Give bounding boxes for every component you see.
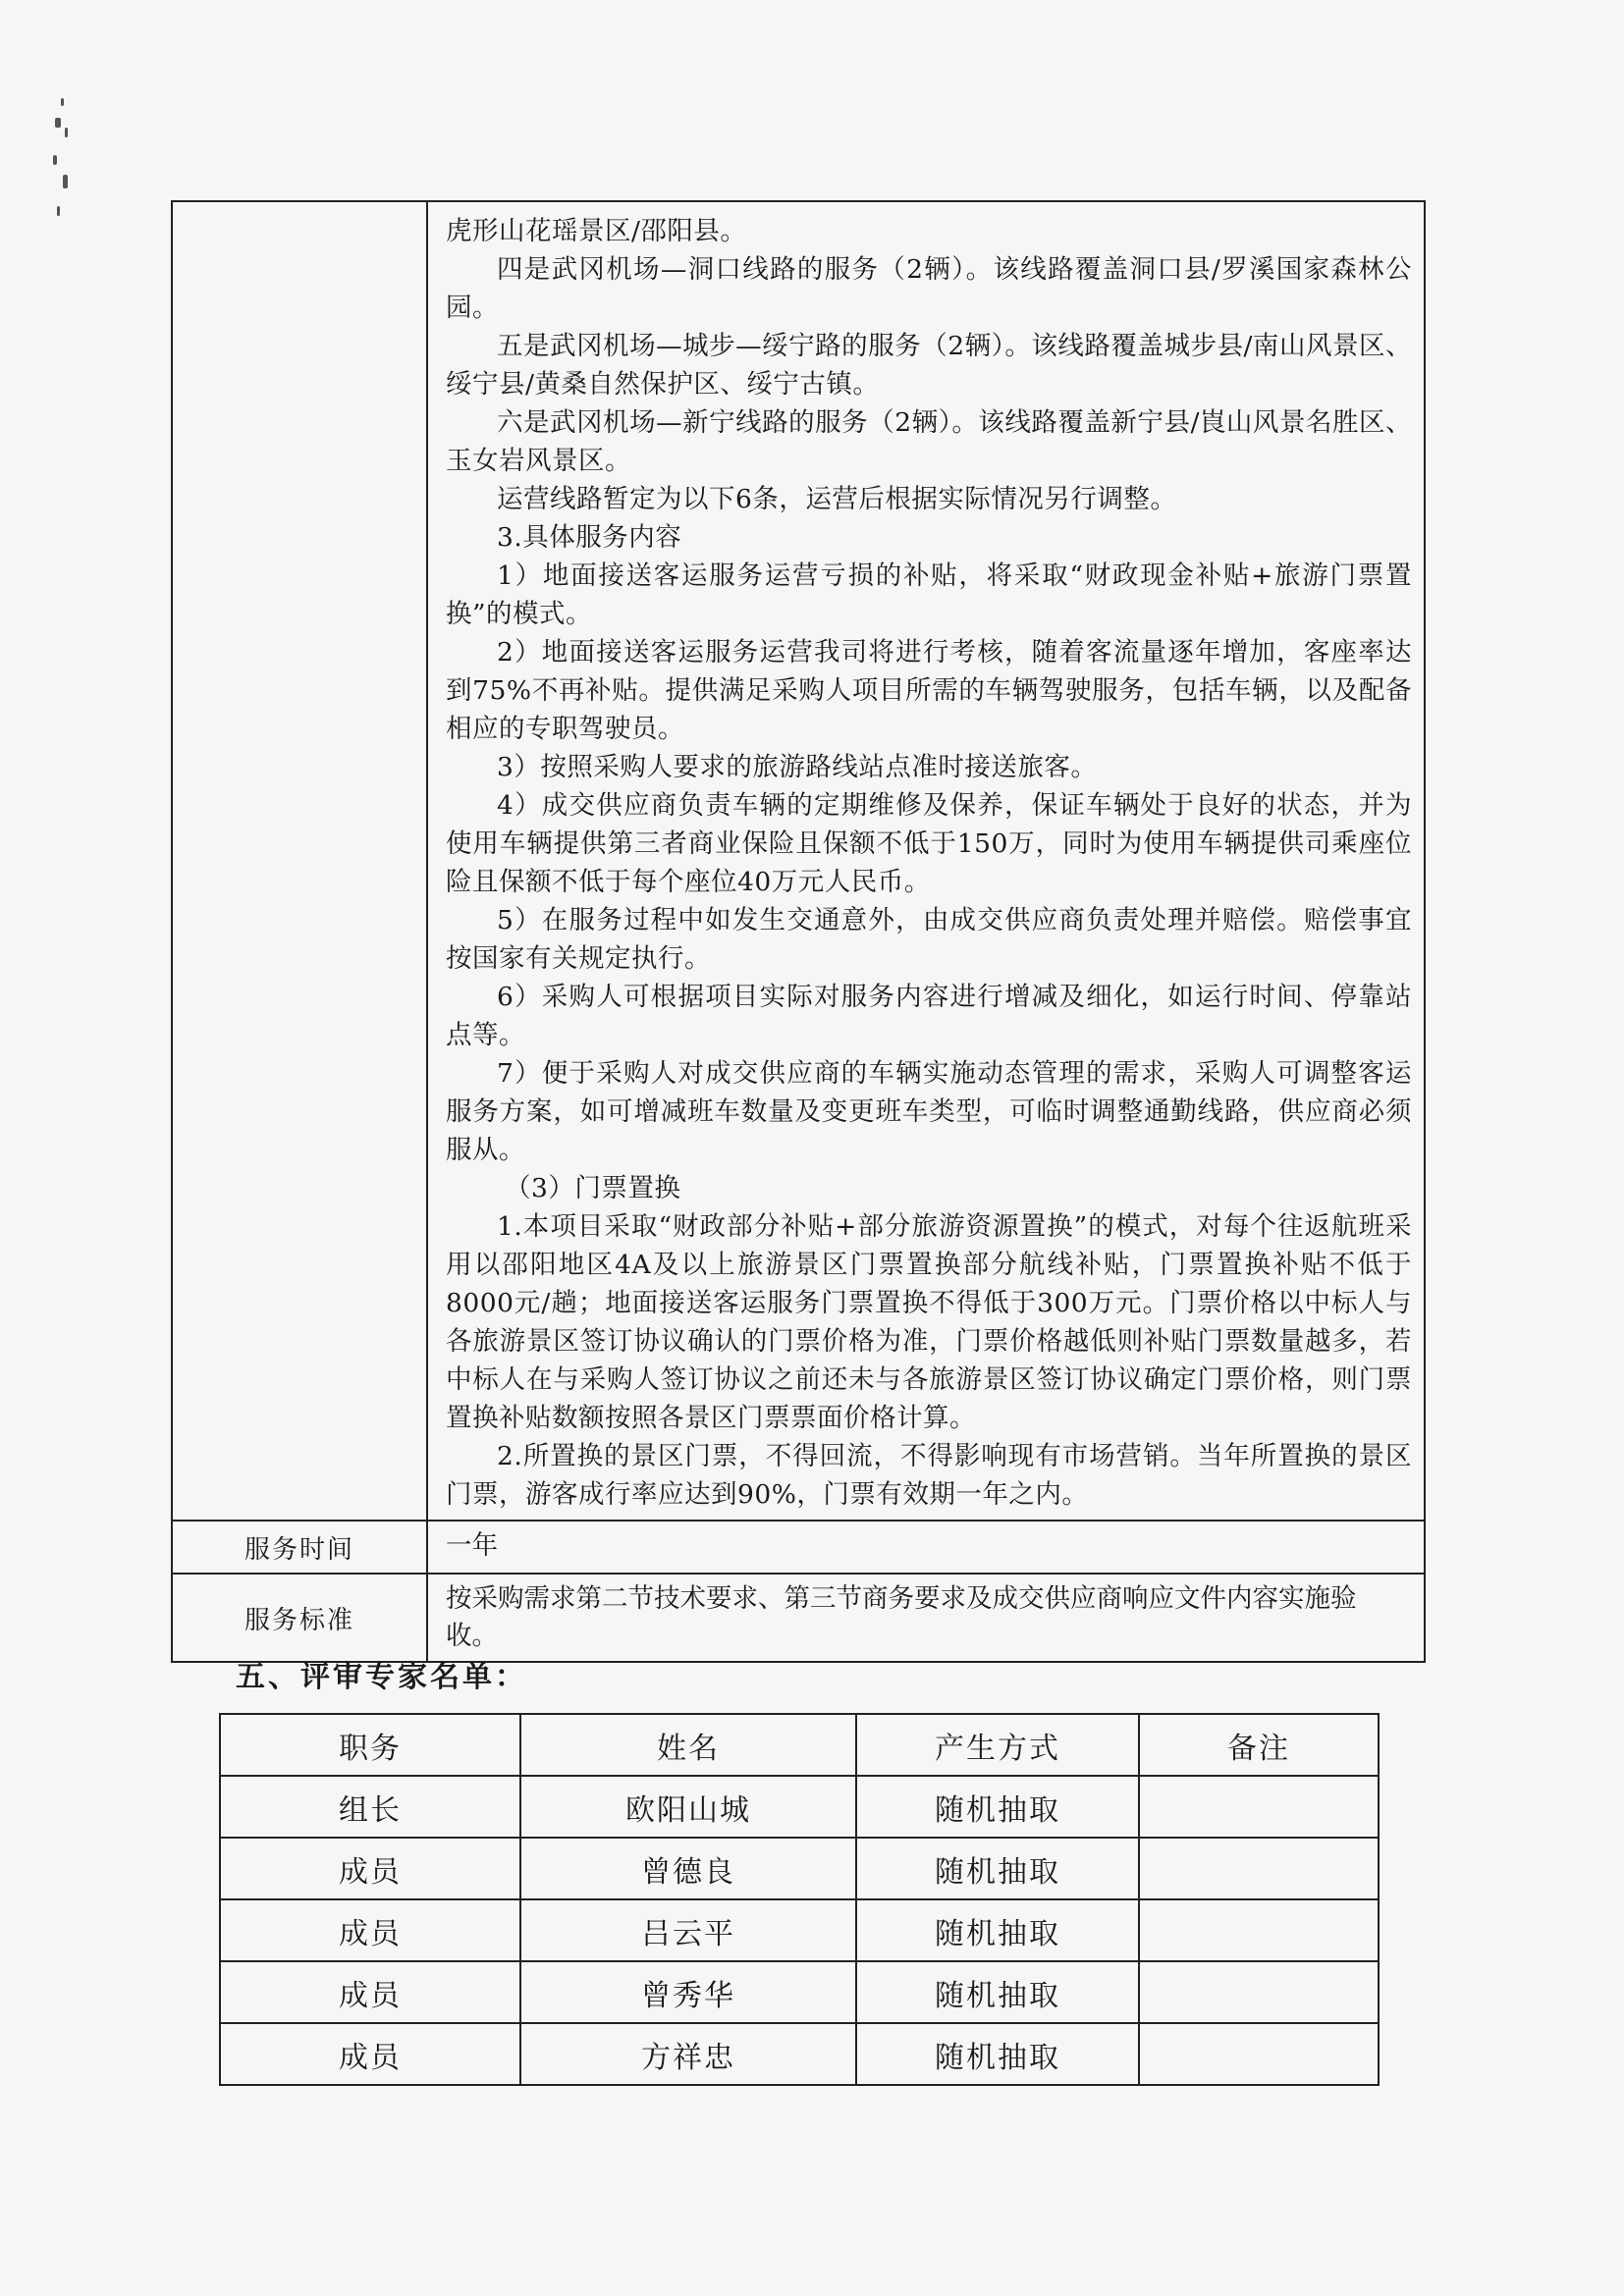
expert-name: 曾德良 bbox=[520, 1838, 856, 1899]
content-paragraph: 2.所置换的景区门票，不得回流，不得影响现有市场营销。当年所置换的景区门票，游客成行率应达到90%，门票有效期一年之内。 bbox=[446, 1441, 1412, 1510]
table-row bbox=[220, 1838, 1379, 1899]
content-paragraph: 7）便于采购人对成交供应商的车辆实施动态管理的需求，采购人可调整客运服务方案，如可增减班车数量及变更班车类型，可临时调整通勤线路，供应商必须服从。 bbox=[446, 1058, 1412, 1165]
expert-remarks bbox=[1139, 1961, 1379, 2023]
expert-name: 吕云平 bbox=[520, 1899, 856, 1961]
header-method: 产生方式 bbox=[856, 1714, 1139, 1776]
content-paragraph: 5）在服务过程中如发生交通意外，由成交供应商负责处理并赔偿。赔偿事宜按国家有关规定执行。 bbox=[446, 905, 1412, 974]
content-paragraph: 2）地面接送客运服务运营我司将进行考核，随着客流量逐年增加，客座率达到75%不再补贴。提供满足采购人项目所需的车辆驾驶服务，包括车辆，以及配备相应的专职驾驶员。 bbox=[446, 637, 1412, 744]
service-standard-row bbox=[172, 1574, 1425, 1662]
expert-remarks bbox=[1139, 2023, 1379, 2085]
content-label-cell bbox=[172, 201, 427, 1521]
expert-method: 随机抽取 bbox=[856, 2023, 1139, 2085]
review-experts-table bbox=[219, 1713, 1380, 2086]
service-standard-value: 按采购需求第二节技术要求、第三节商务要求及成交供应商响应文件内容实施验收。 bbox=[427, 1574, 1425, 1662]
expert-name: 曾秀华 bbox=[520, 1961, 856, 2023]
expert-position: 成员 bbox=[220, 1961, 520, 2023]
content-paragraph: 3.具体服务内容 bbox=[497, 522, 682, 553]
content-paragraph: （3）门票置换 bbox=[505, 1173, 681, 1203]
expert-method: 随机抽取 bbox=[856, 1899, 1139, 1961]
expert-position: 组长 bbox=[220, 1776, 520, 1838]
table-row bbox=[220, 1776, 1379, 1838]
expert-position: 成员 bbox=[220, 1899, 520, 1961]
content-paragraph: 四是武冈机场—洞口线路的服务（2辆）。该线路覆盖洞口县/罗溪国家森林公园。 bbox=[446, 254, 1412, 323]
header-name: 姓名 bbox=[520, 1714, 856, 1776]
content-paragraph: 3）按照采购人要求的旅游路线站点准时接送旅客。 bbox=[497, 752, 1098, 782]
content-paragraph: 虎形山花瑶景区/邵阳县。 bbox=[446, 216, 747, 246]
service-standard-label: 服务标准 bbox=[172, 1574, 427, 1662]
table-row bbox=[220, 1899, 1379, 1961]
content-paragraph: 1.本项目采取“财政部分补贴+部分旅游资源置换”的模式，对每个往返航班采用以邵阳地区4A及以上旅游景区门票置换部分航线补贴，门票置换补贴不低于8000元/趟；地面接送客运服务门票置换不得低于300万元。门票价格以中标人与各旅游景区签订协议确认的门票价格为准，门票价格越低则补贴门票数量越多，若中标人在与采购人签订协议之前还未与各旅游景区签订协议确定门票价格，则门票置换补贴数额按照各景区门票票面价格计算。 bbox=[446, 1211, 1412, 1433]
expert-method: 随机抽取 bbox=[856, 1961, 1139, 2023]
content-paragraph: 1）地面接送客运服务运营亏损的补贴，将采取“财政现金补贴+旅游门票置换”的模式。 bbox=[446, 561, 1412, 629]
expert-position: 成员 bbox=[220, 2023, 520, 2085]
content-paragraph: 五是武冈机场—城步—绥宁路的服务（2辆）。该线路覆盖城步县/南山风景区、绥宁县/黄桑自然保护区、绥宁古镇。 bbox=[446, 331, 1412, 400]
header-position: 职务 bbox=[220, 1714, 520, 1776]
expert-remarks bbox=[1139, 1899, 1379, 1961]
table-row bbox=[220, 2023, 1379, 2085]
content-paragraph: 运营线路暂定为以下6条，运营后根据实际情况另行调整。 bbox=[497, 484, 1177, 514]
expert-remarks bbox=[1139, 1838, 1379, 1899]
content-paragraph: 4）成交供应商负责车辆的定期维修及保养，保证车辆处于良好的状态，并为使用车辆提供第三者商业保险且保额不低于150万，同时为使用车辆提供司乘座位险且保额不低于每个座位40万元人民币。 bbox=[446, 790, 1412, 897]
expert-name: 欧阳山城 bbox=[520, 1776, 856, 1838]
expert-method: 随机抽取 bbox=[856, 1838, 1139, 1899]
table-row bbox=[220, 1961, 1379, 2023]
expert-method: 随机抽取 bbox=[856, 1776, 1139, 1838]
content-paragraph: 六是武冈机场—新宁线路的服务（2辆）。该线路覆盖新宁县/崀山风景名胜区、玉女岩风景区。 bbox=[446, 407, 1412, 476]
content-paragraph: 6）采购人可根据项目实际对服务内容进行增减及细化，如运行时间、停靠站点等。 bbox=[446, 982, 1412, 1050]
service-content-row bbox=[172, 201, 1425, 1521]
service-time-label: 服务时间 bbox=[172, 1521, 427, 1574]
binding-mark bbox=[47, 98, 77, 236]
procurement-requirements-table bbox=[171, 200, 1426, 1663]
expert-position: 成员 bbox=[220, 1838, 520, 1899]
service-content-cell bbox=[427, 201, 1425, 1521]
service-content-paragraphs bbox=[446, 212, 1412, 1514]
expert-name: 方祥忠 bbox=[520, 2023, 856, 2085]
header-remarks: 备注 bbox=[1139, 1714, 1379, 1776]
experts-header-row bbox=[220, 1714, 1379, 1776]
service-time-value: 一年 bbox=[427, 1521, 1425, 1574]
experts-section-title: 五、评审专家名单： bbox=[236, 1660, 527, 1694]
service-time-row bbox=[172, 1521, 1425, 1574]
expert-remarks bbox=[1139, 1776, 1379, 1838]
